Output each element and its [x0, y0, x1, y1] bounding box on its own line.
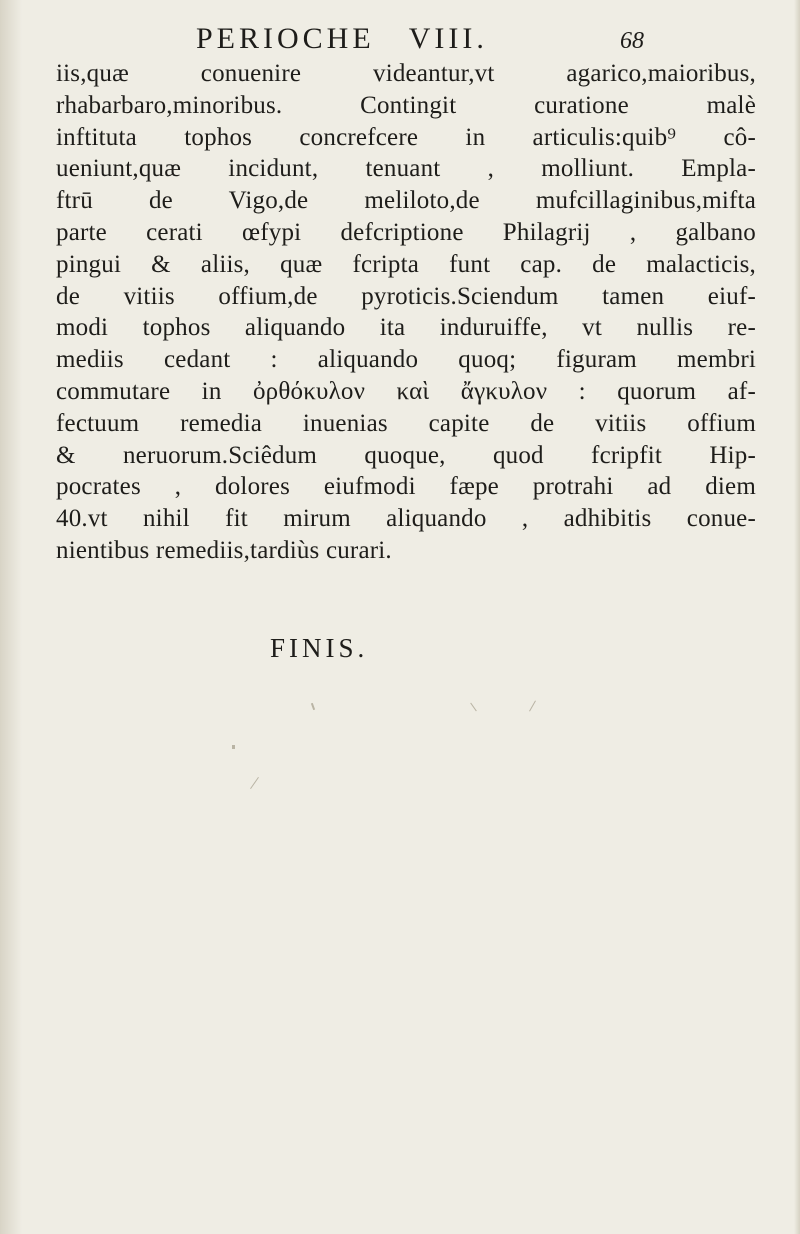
text-line: parte cerati œfypi defcriptione Philagrij , galbano [56, 218, 756, 246]
gutter-shadow [0, 0, 22, 1234]
text-line: pocrates , dolores eiufmodi fæpe protrahi ad diem [56, 473, 756, 501]
running-head [0, 22, 800, 62]
text-line: rhabarbaro,minoribus. Contingit curatione malè [56, 91, 756, 119]
page-number: 68 [620, 28, 644, 54]
running-title [196, 22, 488, 56]
text-line: mediis cedant : aliquando quoq; figuram membri [56, 346, 756, 374]
page-edge [794, 0, 800, 1234]
text-line: iis,quæ conuenire videantur,vt agarico,maioribus, [56, 60, 756, 87]
paper-speck [250, 777, 259, 789]
text-line: 40.vt nihil fit mirum aliquando , adhibitis conue- [56, 505, 756, 533]
paper-speck [529, 701, 536, 712]
text-line: fectuum remedia inuenias capite de vitiis offium [56, 409, 756, 437]
running-title-word-1: PERIOCHE [196, 22, 375, 55]
text-line: de vitiis offium,de pyroticis.Sciendum tamen eiuf- [56, 282, 756, 310]
finis-colophon: FINIS. [270, 633, 369, 663]
paper-speck [470, 703, 477, 712]
paper-speck [311, 703, 315, 710]
text-line: commutare in ὀρθόκυλον καὶ ἄγκυλον : quorum af- [56, 377, 756, 405]
text-line: ftrū de Vigo,de meliloto,de mufcillaginibus,mifta [56, 187, 756, 215]
paper-speck [232, 745, 235, 749]
text-line: & neruorum.Sciêdum quoque, quod fcripfit Hip- [56, 441, 756, 469]
text-line: inftituta tophos concrefcere in articulis:quib⁹ cô- [56, 123, 756, 151]
text-line: nientibus remediis,tardiùs curari. [56, 536, 392, 564]
body-paragraph [56, 58, 756, 567]
text-line: modi tophos aliquando ita induruiffe, vt nullis re- [56, 314, 756, 342]
text-line: ueniunt,quæ incidunt, tenuant , molliunt. Empla- [56, 155, 756, 183]
running-title-word-2: VIII. [408, 22, 488, 55]
text-line: pingui & aliis, quæ fcripta funt cap. de malacticis, [56, 250, 756, 278]
